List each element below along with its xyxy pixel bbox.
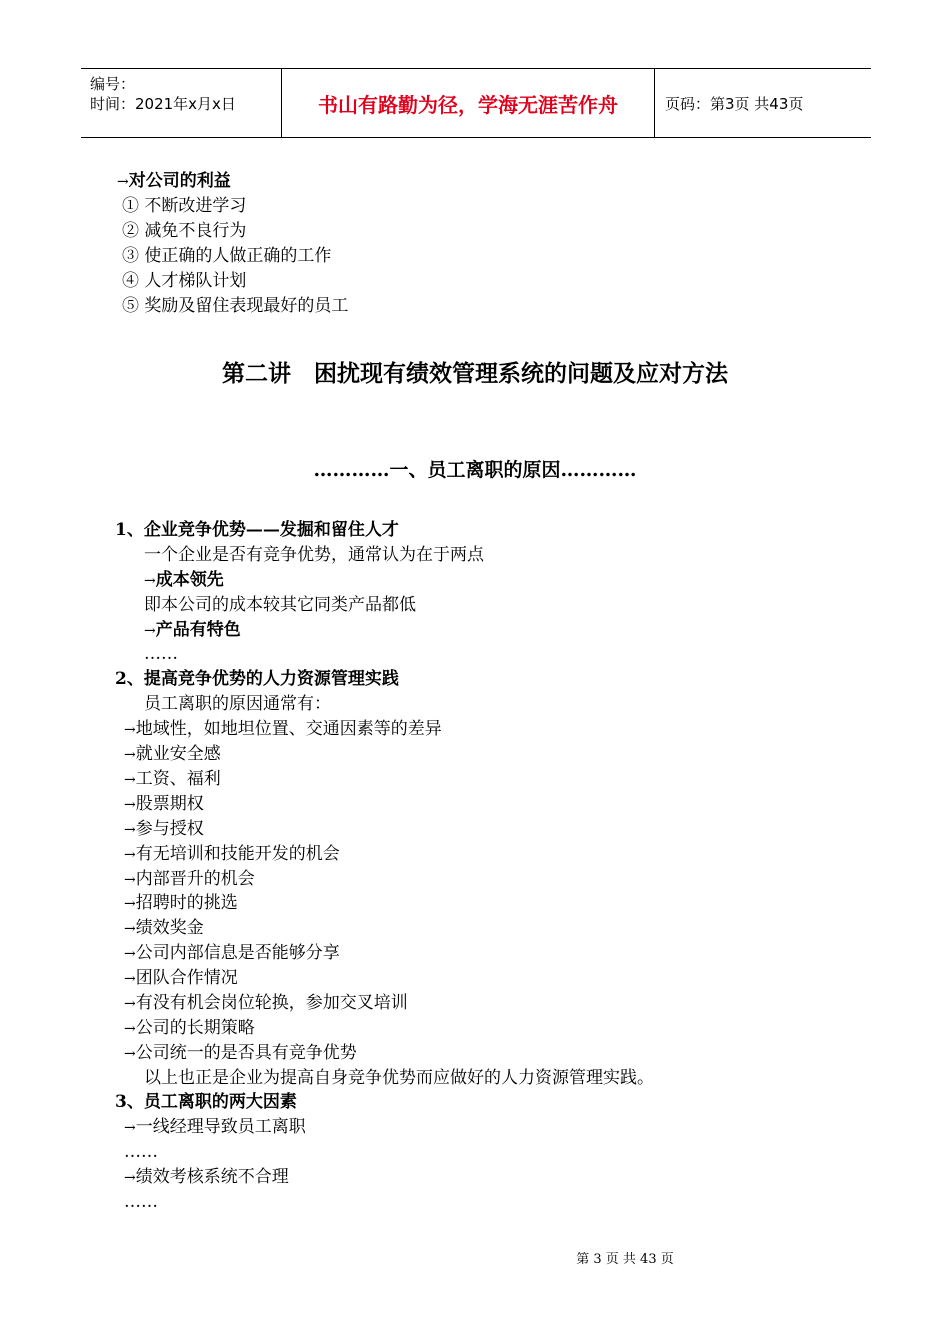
benefit-heading: →对公司的利益 (117, 171, 231, 191)
benefit-item: ⑤ 奖励及留住表现最好的员工 (122, 296, 349, 316)
arrow-icon: → (124, 1170, 136, 1186)
s2-intro: 员工离职的原因通常有： (144, 694, 331, 714)
s3-heading: 3、员工离职的两大因素 (115, 1092, 297, 1112)
arrow-icon: → (124, 971, 136, 987)
list-item: →内部晋升的机会 (124, 869, 255, 889)
arrow-icon: → (124, 772, 136, 788)
arrow-icon: → (124, 946, 136, 962)
s3-ellipsis: …… (124, 1192, 158, 1212)
list-item: →一线经理导致员工离职 (124, 1117, 306, 1137)
benefit-item: ② 减免不良行为 (122, 221, 247, 241)
list-item: →公司统一的是否具有竞争优势 (124, 1043, 357, 1063)
footer-page-number: 第 3 页 共 43 页 (576, 1252, 674, 1267)
benefit-item: ④ 人才梯队计划 (122, 271, 247, 291)
s2-heading: 2、提高竞争优势的人力资源管理实践 (115, 669, 399, 689)
list-item: →股票期权 (124, 794, 204, 814)
number-label: 编号： (90, 75, 136, 93)
arrow-icon: → (124, 896, 136, 912)
page-footer (0, 1248, 950, 1267)
list-item: →团队合作情况 (124, 968, 238, 988)
arrow-icon: → (124, 1046, 136, 1062)
list-item: →有没有机会岗位轮换，参加交叉培训 (124, 993, 408, 1013)
list-item: →工资、福利 (124, 769, 221, 789)
arrow-icon: → (124, 797, 136, 813)
list-item: →绩效奖金 (124, 918, 204, 938)
list-item: →公司内部信息是否能够分享 (124, 943, 340, 963)
s1-cost-text: 即本公司的成本较其它同类产品都低 (144, 595, 416, 615)
s1-feature-heading: →产品有特色 (144, 620, 241, 640)
arrow-icon: → (124, 847, 136, 863)
s1-cost-heading: →成本领先 (144, 570, 224, 590)
list-item: →公司的长期策略 (124, 1018, 255, 1038)
arrow-icon: → (124, 1021, 136, 1037)
list-item: →就业安全感 (124, 744, 221, 764)
list-item: →地域性，如地坦位置、交通因素等的差异 (124, 719, 442, 739)
header-meta (81, 69, 282, 137)
arrow-icon: → (124, 921, 136, 937)
s1-heading: 1、企业竞争优势——发掘和留住人才 (115, 520, 399, 540)
list-item: →有无培训和技能开发的机会 (124, 844, 340, 864)
list-item: →招聘时的挑选 (124, 893, 238, 913)
s3-ellipsis: …… (124, 1142, 158, 1162)
arrow-icon: → (124, 747, 136, 763)
arrow-icon: → (124, 722, 136, 738)
arrow-icon: → (124, 822, 136, 838)
lecture-title: 第二讲 困扰现有绩效管理系统的问题及应对方法 (222, 360, 728, 387)
arrow-icon: → (144, 623, 156, 639)
s1-ellipsis: …… (144, 644, 178, 664)
list-item: →参与授权 (124, 819, 204, 839)
arrow-icon: → (124, 872, 136, 888)
arrow-icon: → (124, 1120, 136, 1136)
section-title: …………一、员工离职的原因………… (313, 459, 637, 481)
page-label: 页码：第3页 共43页 (665, 94, 804, 113)
arrow-icon: → (124, 996, 136, 1012)
arrow-icon: → (144, 573, 156, 589)
s1-line1: 一个企业是否有竞争优势，通常认为在于两点 (144, 545, 484, 565)
s2-conclusion: 以上也正是企业为提高自身竞争优势而应做好的人力资源管理实践。 (144, 1068, 654, 1088)
date-label: 时间：2021年x月x日 (90, 95, 236, 113)
arrow-icon: → (117, 174, 129, 190)
list-item: →绩效考核系统不合理 (124, 1167, 289, 1187)
page-header (81, 68, 871, 138)
benefit-item: ③ 使正确的人做正确的工作 (122, 246, 332, 266)
benefit-item: ① 不断改进学习 (122, 196, 247, 216)
header-page (655, 69, 871, 137)
header-motto: 书山有路勤为径，学海无涯苦作舟 (282, 69, 655, 137)
